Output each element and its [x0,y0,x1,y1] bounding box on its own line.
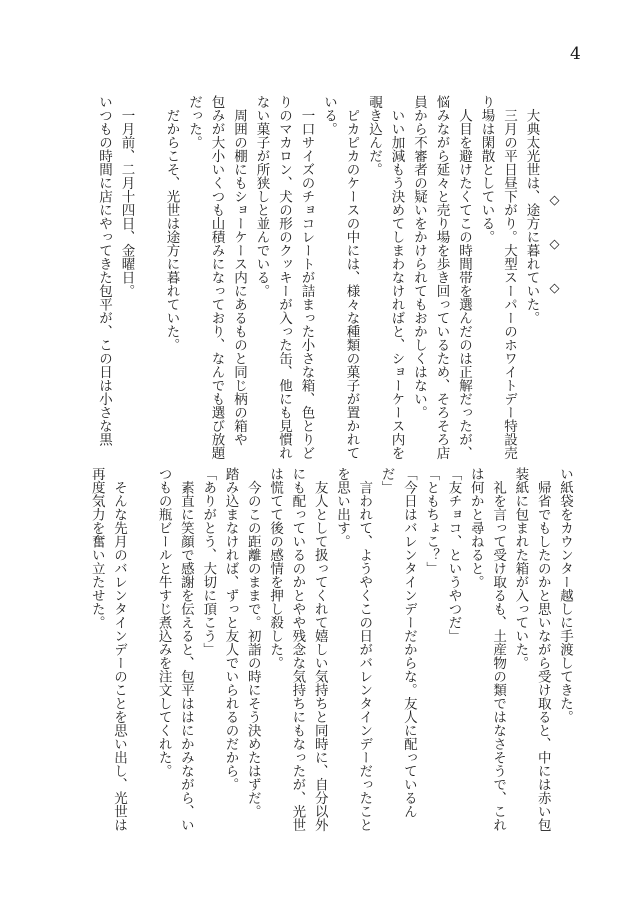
text-line: 周囲の棚にもショーケース内にあるものと同じ柄の箱や [231,95,247,446]
text-line: 言われて、ようやくこの日がバレンタインデーだったこと [356,467,373,832]
text-line: そんな先月のバレンタインデーのことを思い出し、光世は [111,467,127,832]
text-line: い紙袋をカウンター越しに手渡してきた。 [557,467,573,724]
lower-text-block [0,467,640,839]
text-line: 員から不審者の疑いをかけられてもおかしくはない。 [411,95,427,419]
text-line: りのマカロン、犬の形のクッキーが入った缶、他にも見慣れ [276,95,292,460]
text-line: ない菓子が所狭しと並んでいる。 [253,95,270,298]
scene-break-separator: ◇ ◇ ◇ [547,193,562,304]
upper-text-block [0,95,640,467]
text-line: 今のこの距離のままで。初詣の時にそう決めたはずだ。 [244,467,261,818]
text-line: 礼を言って受け取るも、土産物の類ではなさそうで、これ [490,467,507,832]
text-line: 「ありがとう、大切に頂こう」 [200,467,217,656]
text-line: いる。 [321,95,337,136]
text-line: 覗き込んだ。 [366,95,382,176]
text-line: 踏み込まなければ、ずっと友人でいられるのだから。 [222,467,239,791]
text-line: を思い出す。 [334,467,350,548]
text-line: り場は閑散としている。 [478,95,495,244]
text-line: 装紙に包まれた箱が入っていた。 [512,467,529,670]
text-line: 「今日はバレンタインデーだからな。友人に配っているん [400,467,417,818]
text-line: 「ともちょこ？」 [423,467,440,575]
text-line: だからこそ、光世は途方に暮れていた。 [163,95,180,352]
text-line: 一口サイズのチョコレートが詰まった小さな箱、色とりど [298,95,315,460]
text-line: 人目を避けたくてこの時間帯を選んだのは正解だったが、 [456,95,472,460]
text-line: 包みが大小いくつも山積みになっており、なんでも選び放題 [208,95,225,460]
text-line: 友人として扱ってくれて嬉しい気持ちと同時に、自分以外 [311,467,328,832]
text-line: つもの瓶ビールと牛すじ煮込みを注文してくれた。 [155,467,172,778]
text-line: いい加減もう決めてしまわなければと、ショーケース内を [388,95,405,460]
page-number: 4 [570,44,581,64]
text-line: は慌てて後の感情を押し殺した。 [267,467,284,670]
text-line: 「友チョコ、というやつだ」 [445,467,462,643]
text-line: だ」 [378,467,395,494]
text-line: 一月前、二月十四日、金曜日。 [118,95,135,298]
text-line: 帰省でもしたのかと思いながら受け取ると、中には赤い包 [534,467,551,832]
text-line: 三月の平日昼下がり。大型スーパーのホワイトデー特設売 [501,95,517,460]
text-line: 悩みながら延々と売り場を歩き回っているため、そろそろ店 [433,95,450,460]
text-line: 大典太光世は、途方に暮れていた。 [523,95,540,325]
text-line: 再度気力を奮い立たせた。 [88,467,105,629]
text-line: いつもの時間に店にやってきた包平が、この日は小さな黒 [96,95,112,446]
text-line: だった。 [186,95,202,149]
text-line: 素直に笑顔で感謝を伝えると、包平ははにかみながら、い [177,467,194,832]
text-line: ピカピカのケースの中には、様々な種類の菓子が置かれて [343,95,360,460]
text-line: にも配っているのかとやや残念な気持ちにもなったが、光世 [289,467,306,832]
text-line: は何かと尋ねると。 [467,467,484,589]
